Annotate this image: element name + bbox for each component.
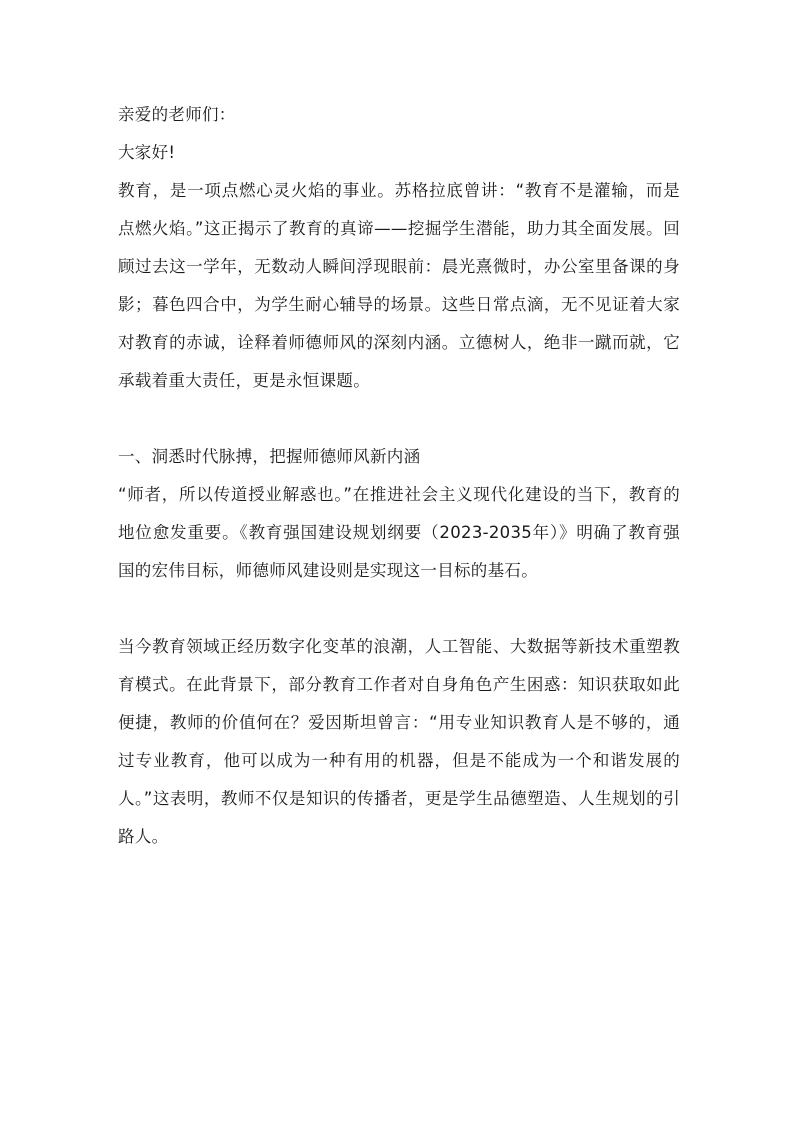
paragraph-salutation: 亲爱的老师们： (118, 105, 236, 124)
paragraph-spacer (118, 400, 680, 438)
section-one-body-2: 当今教育领域正经历数字化变革的浪潮，人工智能、大数据等新技术重塑教育模式。在此背景下，部分教育工作者对自身角色产生困惑：知识获取如此便捷，教师的价值何在？爱因斯坦曾言：“用专业知识教育人是不够的，通过专业教育，他可以成为一种有用的机器，但是不能成为一个和谐发展的人。”这表明，教师不仅是知识的传播者，更是学生品德塑造、人生规划的引路人。 (118, 637, 680, 846)
section-one-body: “师者，所以传道授业解惑也。”在推进社会主义现代化建设的当下，教育的地位愈发重要。《教育强国建设规划纲要（2023-2035年）》明确了教育强国的宏伟目标，师德师风建设则是实现这一目标的基石。 (118, 485, 680, 580)
paragraph-introduction: 教育，是一项点燃心灵火焰的事业。苏格拉底曾讲：“教育不是灌输，而是点燃火焰。”这正揭示了教育的真谛——挖掘学生潜能，助力其全面发展。回顾过去这一学年，无数动人瞬间浮现眼前：晨光熹微时，办公室里备课的身影；暮色四合中，为学生耐心辅导的场景。这些日常点滴，无不见证着大家对教育的赤诚，诠释着师德师风的深刻内涵。立德树人，绝非一蹴而就，它承载着重大责任，更是永恒课题。 (118, 181, 680, 390)
paragraph-greeting: 大家好! (118, 143, 176, 162)
section-one-heading: 一、洞悉时代脉搏，把握师德师风新内涵 (118, 447, 421, 466)
paragraph-spacer-2 (118, 590, 680, 628)
document-body (118, 96, 680, 856)
